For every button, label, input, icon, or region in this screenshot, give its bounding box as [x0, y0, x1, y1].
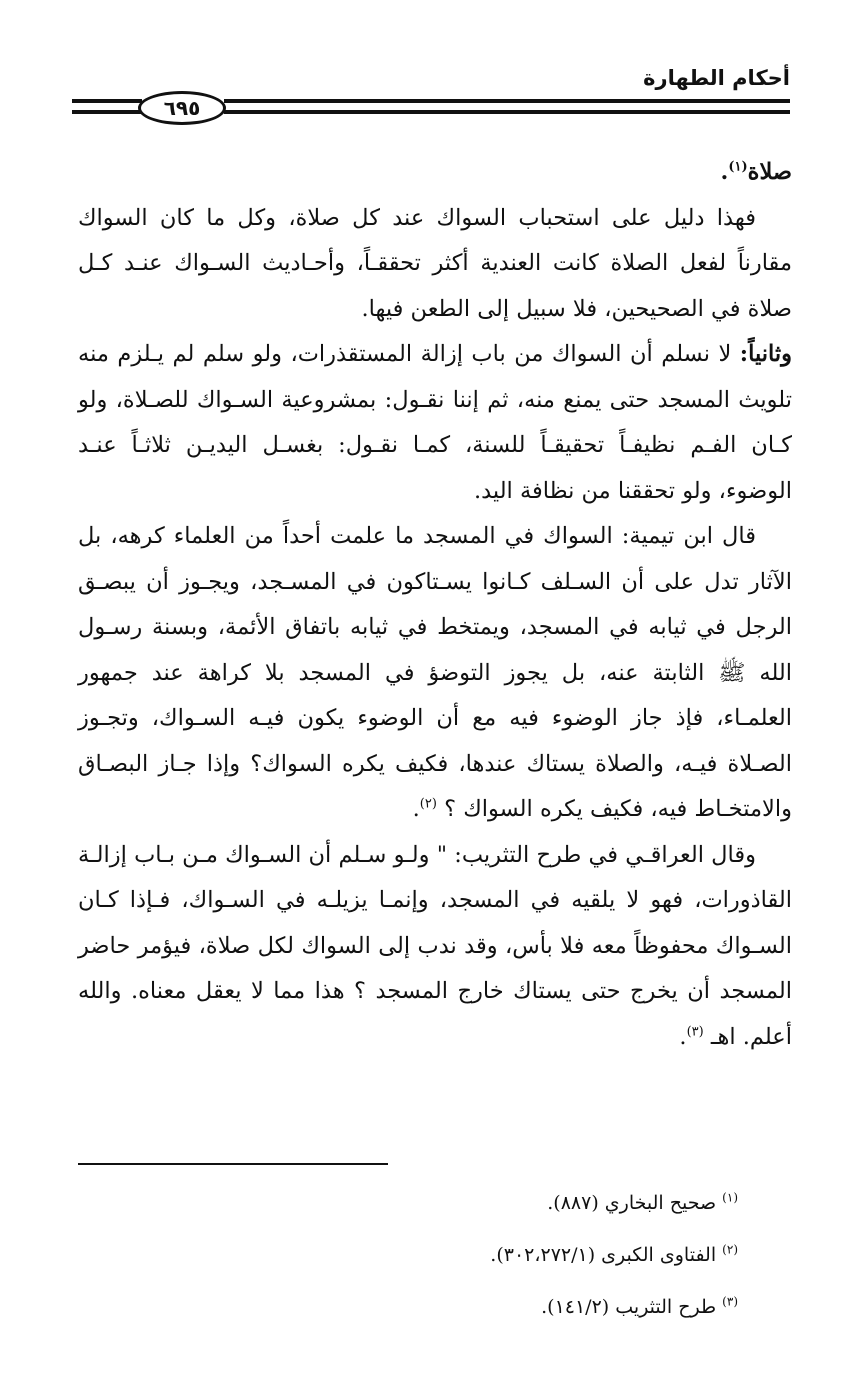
opening-word: صلاة	[747, 159, 792, 185]
page-number: ٦٩٥	[163, 96, 201, 120]
header-rule-left-bottom	[72, 110, 142, 114]
paragraph-1: فهذا دليل على استحباب السواك عند كل صلاة، وكل ما كان السواك مقارناً لفعل الصلاة كانت العندية أكثر تحققـاً، وأحـاديث السـواك عنـد كـل صلاة في الصحيحين، فلا سبيل إلى الطعن فيها.	[78, 204, 792, 322]
header-rule-right-bottom	[224, 110, 790, 114]
paragraph-3-text: قال ابن تيمية: السواك في المسجد ما علمت أحداً من العلماء كرهه، بل الآثار تدل على أن السـلف كـانوا يسـتاكون في المسـجد، ويجـوز أن يبصـق الرجل في ثيابه في المسجد، ويمتخط في ثيابه باتفاق الأئمة، وبسنة رسـول الله ﷺ الثابتة عنه، بل يجوز التوضؤ في المسجد بلا كراهة عند جمهور العلمـاء، فإذ جاز الوضوء فيه مع أن الوضوء يكون فيـه السـواك، وتجـوز الصـلاة فيـه، والصلاة يستاك عندها، فكيف يكره السواك؟ وإذا جـاز البصـاق والامتخـاط فيه، فكيف يكره السواك ؟	[78, 523, 792, 822]
footnote-2-number: (٢)	[722, 1242, 738, 1257]
page-number-oval	[138, 91, 226, 125]
paragraph-2	[78, 332, 792, 514]
footnote-3-text: طرح التثريب (١٤١/٢).	[541, 1296, 717, 1318]
running-title: أحكام الطهارة	[643, 66, 790, 90]
header-rule-left-top	[72, 99, 142, 103]
paragraph-2-lead: وثانياً:	[739, 341, 792, 367]
header-rule-right-top	[224, 99, 790, 103]
paragraph-4-text: وقال العراقـي في طرح التثريب: " ولـو سـلم أن السـواك مـن بـاب إزالـة القاذورات، فهو لا يلقيه في المسجد، وإنمـا يزيلـه في السـواك، فـإذا كـان السـواك محفوظاً معه فلا بأس، وقد ندب إلى السواك لكل صلاة، فيؤمر حاضر المسجد أن يخرج حتى يستاك خارج المسجد ؟ هذا مما لا يعقل معناه. والله أعلم. اهـ	[78, 841, 792, 1050]
footnote-ref-3: (٣)	[686, 1024, 704, 1039]
footnote-3	[490, 1281, 738, 1333]
footnote-2	[490, 1229, 738, 1281]
main-text	[78, 150, 792, 1060]
footnotes	[490, 1177, 738, 1333]
paragraph-2-text: لا نسلم أن السواك من باب إزالة المستقذرات، ولو سلم لم يـلزم منه تلويث المسجد حتى يمنع منه، ثم إننا نقـول: بمشروعية السـواك للصـلاة، ولو كـان الفـم نظيفـاً تحقيقـاً للسنة، كمـا نقـول: بغسـل اليديـن ثلاثـاً عنـد الوضوء، ولو تحققنا من نظافة اليد.	[78, 341, 792, 504]
footnote-separator	[78, 1163, 388, 1165]
footnote-ref-1: (١)	[728, 159, 748, 175]
paragraph-3: قال ابن تيمية: السواك في المسجد ما علمت أحداً من العلماء كرهه، بل الآثار تدل على أن السـلف كـانوا يسـتاكون في المسـجد، ويجـوز أن يبصـق الرجل في ثيابه في المسجد، ويمتخط في ثيابه باتفاق الأئمة، وبسنة رسـول الله ﷺ الثابتة عنه، بل يجوز التوضؤ في المسجد بلا كراهة عند جمهور العلمـاء، فإذ جاز الوضوء فيه مع أن الوضوء يكون فيـه السـواك، وتجـوز الصـلاة فيـه، والصلاة يستاك عندها، فكيف يكره السواك؟ وإذا جـاز البصـاق والامتخـاط فيه، فكيف يكره السواك ؟ $^{(٢)}$.	[78, 523, 792, 822]
footnote-1	[490, 1177, 738, 1229]
opening-line: صلاة$^{(١)}$.	[720, 159, 792, 185]
footnote-3-number: (٣)	[722, 1294, 738, 1309]
footnote-ref-2: (٢)	[419, 796, 437, 812]
footnote-1-text: صحيح البخاري (٨٨٧).	[547, 1192, 717, 1214]
paragraph-4: وقال العراقـي في طرح التثريب: " ولـو سـلم أن السـواك مـن بـاب إزالـة القاذورات، فهو لا يلقيه في المسجد، وإنمـا يزيلـه في السـواك، فـإذا كـان السـواك محفوظاً معه فلا بأس، وقد ندب إلى السواك لكل صلاة، فيؤمر حاضر المسجد أن يخرج حتى يستاك خارج المسجد ؟ هذا مما لا يعقل معناه. والله أعلم. اهـ $^{(٣)}$.	[78, 841, 792, 1050]
footnote-1-number: (١)	[722, 1190, 738, 1205]
footnote-2-text: الفتاوى الكبرى (٣٠٢،٢٧٢/١).	[490, 1244, 717, 1266]
